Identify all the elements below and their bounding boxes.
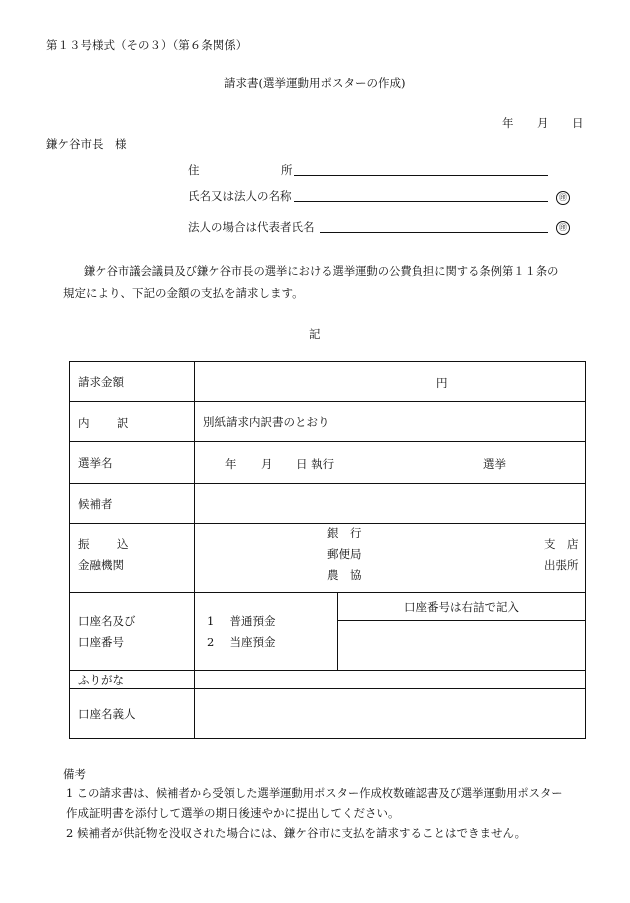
body-text-line1: 鎌ケ谷市議会議員及び鎌ケ谷市長の選挙における選挙運動の公費負担に関する条例第１１条の [84,265,559,278]
furigana-field[interactable] [195,671,586,689]
account-label-2: 口座番号 [78,635,124,649]
breakdown-label-2: 訳 [117,416,129,430]
account-label-1: 口座名及び [78,614,136,628]
row-election [70,442,586,484]
bank-option: 銀 行 [327,526,362,540]
amount-unit: 円 [436,376,448,390]
account-type-current: 2 当座預金 [207,635,276,649]
institution-field[interactable] [195,524,586,593]
post-office-option: 郵便局 [327,547,362,561]
election-label: 選挙名 [70,442,195,484]
ki-heading: 記 [309,327,321,341]
row-furigana [70,671,586,689]
date-year: 年 [502,116,514,130]
document-title: 請求書(選挙運動用ポスターの作成) [224,76,406,90]
account-number-boxes[interactable] [338,621,586,671]
candidate-label: 候補者 [70,484,195,524]
row-amount [70,362,586,402]
claim-table [69,361,586,739]
address-underline[interactable] [294,175,548,176]
election-day: 日 執行 [296,457,335,471]
name-label: 氏名又は法人の名称 [188,189,292,203]
addressee: 鎌ケ谷市長 様 [46,137,127,151]
holder-field[interactable] [195,689,586,739]
seal-mark: ㊞ [556,221,570,235]
election-suffix: 選挙 [483,457,506,471]
address-label-1: 住 [188,163,200,177]
note-2: 2 候補者が供託物を没収された場合には、鎌ケ谷市に支払を請求することはできません。 [66,826,527,840]
account-type-field[interactable] [195,593,338,671]
transfer-label-1: 振 [78,537,90,551]
name-underline[interactable] [294,201,548,202]
amount-field[interactable] [195,362,586,402]
date-month: 月 [537,116,549,130]
body-text-line2: 規定により、下記の金額の支払を請求します。 [63,286,304,300]
notes-heading: 備考 [63,767,86,781]
address-label-2: 所 [281,163,293,177]
date-day: 日 [572,116,584,130]
agri-coop-option: 農 協 [327,568,362,582]
note-1-line2: 作成証明書を添付して選挙の期日後速やかに提出してください。 [66,806,400,820]
row-holder [70,689,586,739]
row-breakdown [70,402,586,442]
holder-label: 口座名義人 [70,689,195,739]
breakdown-label-1: 内 [78,416,90,430]
form-number: 第１３号様式（その３）（第６条関係） [46,38,248,52]
branch-option: 支 店 [544,537,579,551]
office-option: 出張所 [544,558,579,572]
seal-mark: ㊞ [556,191,570,205]
election-field[interactable] [195,442,586,484]
amount-label: 請求金額 [70,362,195,402]
representative-label: 法人の場合は代表者氏名 [188,220,315,234]
row-candidate [70,484,586,524]
furigana-label: ふりがな [70,671,195,689]
row-institution [70,524,586,593]
account-number-note: 口座番号は右詰で記入 [338,593,586,621]
note-1-line1: 1 この請求書は、候補者から受領した選挙運動用ポスター作成枚数確認書及び選挙運動用ポスター [66,787,563,800]
row-account-top [70,593,586,621]
breakdown-value: 別紙請求内訳書のとおり [195,402,586,442]
representative-underline[interactable] [320,232,548,233]
election-month: 月 [261,457,273,471]
candidate-field[interactable] [195,484,586,524]
account-type-ordinary: 1 普通預金 [207,614,276,628]
election-year: 年 [225,457,237,471]
institution-label: 金融機関 [78,558,124,572]
transfer-label-2: 込 [117,537,129,551]
